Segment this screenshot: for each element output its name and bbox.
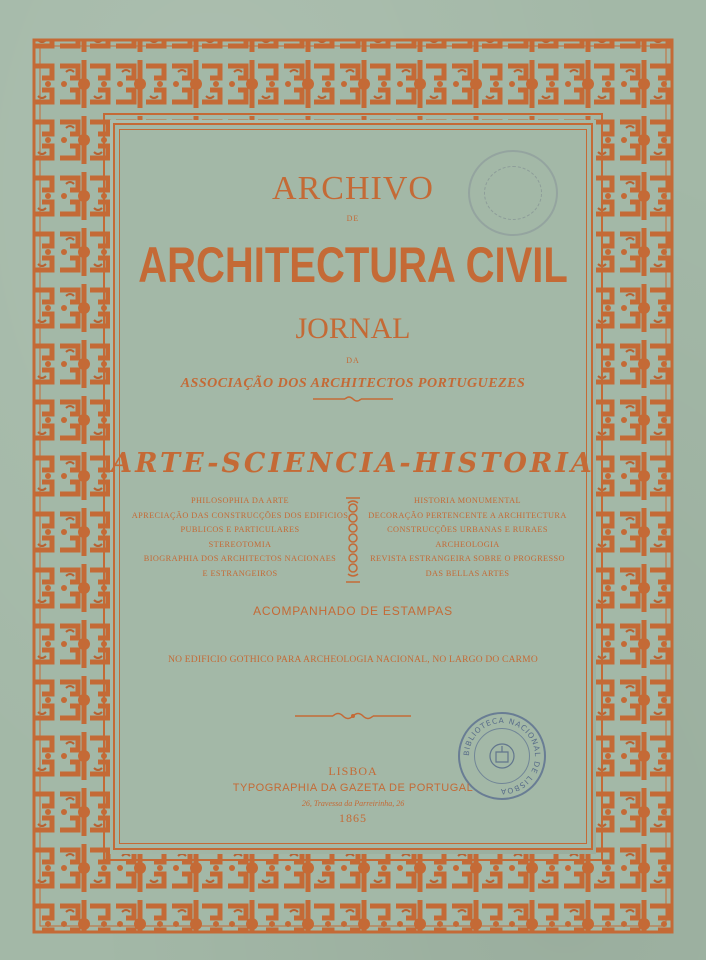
title-archivo: ARCHIVO xyxy=(272,170,434,207)
list-item: ARCHEOLOGIA xyxy=(435,539,500,549)
association-name: ASSOCIAÇÃO DOS ARCHITECTOS PORTUGUEZES xyxy=(180,376,526,391)
flourish-divider-icon xyxy=(311,394,395,404)
right-topics-list xyxy=(360,494,575,581)
motto: ARTE-SCIENCIA-HISTORIA xyxy=(111,448,595,479)
printer: TYPOGRAPHIA DA GAZETA DE PORTUGAL xyxy=(232,782,474,794)
list-item: STEREOTOMIA xyxy=(208,539,272,549)
list-item: PUBLICOS E PARTICULARES xyxy=(180,525,300,534)
list-item: DECORAÇÃO PERTENCENTE A ARCHITECTURA xyxy=(368,510,567,520)
svg-text:BIBLIOTECA NACIONAL DE LISBOA: BIBLIOTECA NACIONAL DE LISBOA xyxy=(461,715,543,797)
list-item: E ESTRANGEIROS xyxy=(202,568,278,578)
list-item: BIOGRAPHIA DOS ARCHITECTOS NACIONAES xyxy=(143,554,337,563)
title-main: ARCHITECTURA CIVIL xyxy=(138,238,568,293)
list-item: REVISTA ESTRANGEIRA SOBRE O PROGRESSO xyxy=(370,554,565,563)
title-jornal: JORNAL xyxy=(295,312,411,345)
list-item: PHILOSOPHIA DA ARTE xyxy=(191,496,289,505)
list-item: DAS BELLAS ARTES xyxy=(425,568,510,578)
accompanied-line: ACOMPANHADO DE ESTAMPAS xyxy=(253,604,453,618)
center-flourish-icon xyxy=(293,710,413,722)
city: LISBOA xyxy=(328,764,378,778)
list-item: APRECIAÇÃO DAS CONSTRUCÇÕES DOS EDIFICIOS xyxy=(131,510,349,520)
location-line: NO EDIFICIO GOTHICO PARA ARCHEOLOGIA NACIONAL, NO LARGO DO CARMO xyxy=(168,655,538,665)
left-topics-list xyxy=(130,494,350,581)
list-item: CONSTRUCÇÕES URBANAS E RURAES xyxy=(387,525,548,534)
connector-da: DA xyxy=(346,356,360,365)
printer-address: 26, Travessa da Parreirinha, 26 xyxy=(301,799,405,808)
list-item: HISTORIA MONUMENTAL xyxy=(413,496,522,505)
title-connector-de: DE xyxy=(346,214,360,223)
publication-year: 1865 xyxy=(339,811,367,825)
